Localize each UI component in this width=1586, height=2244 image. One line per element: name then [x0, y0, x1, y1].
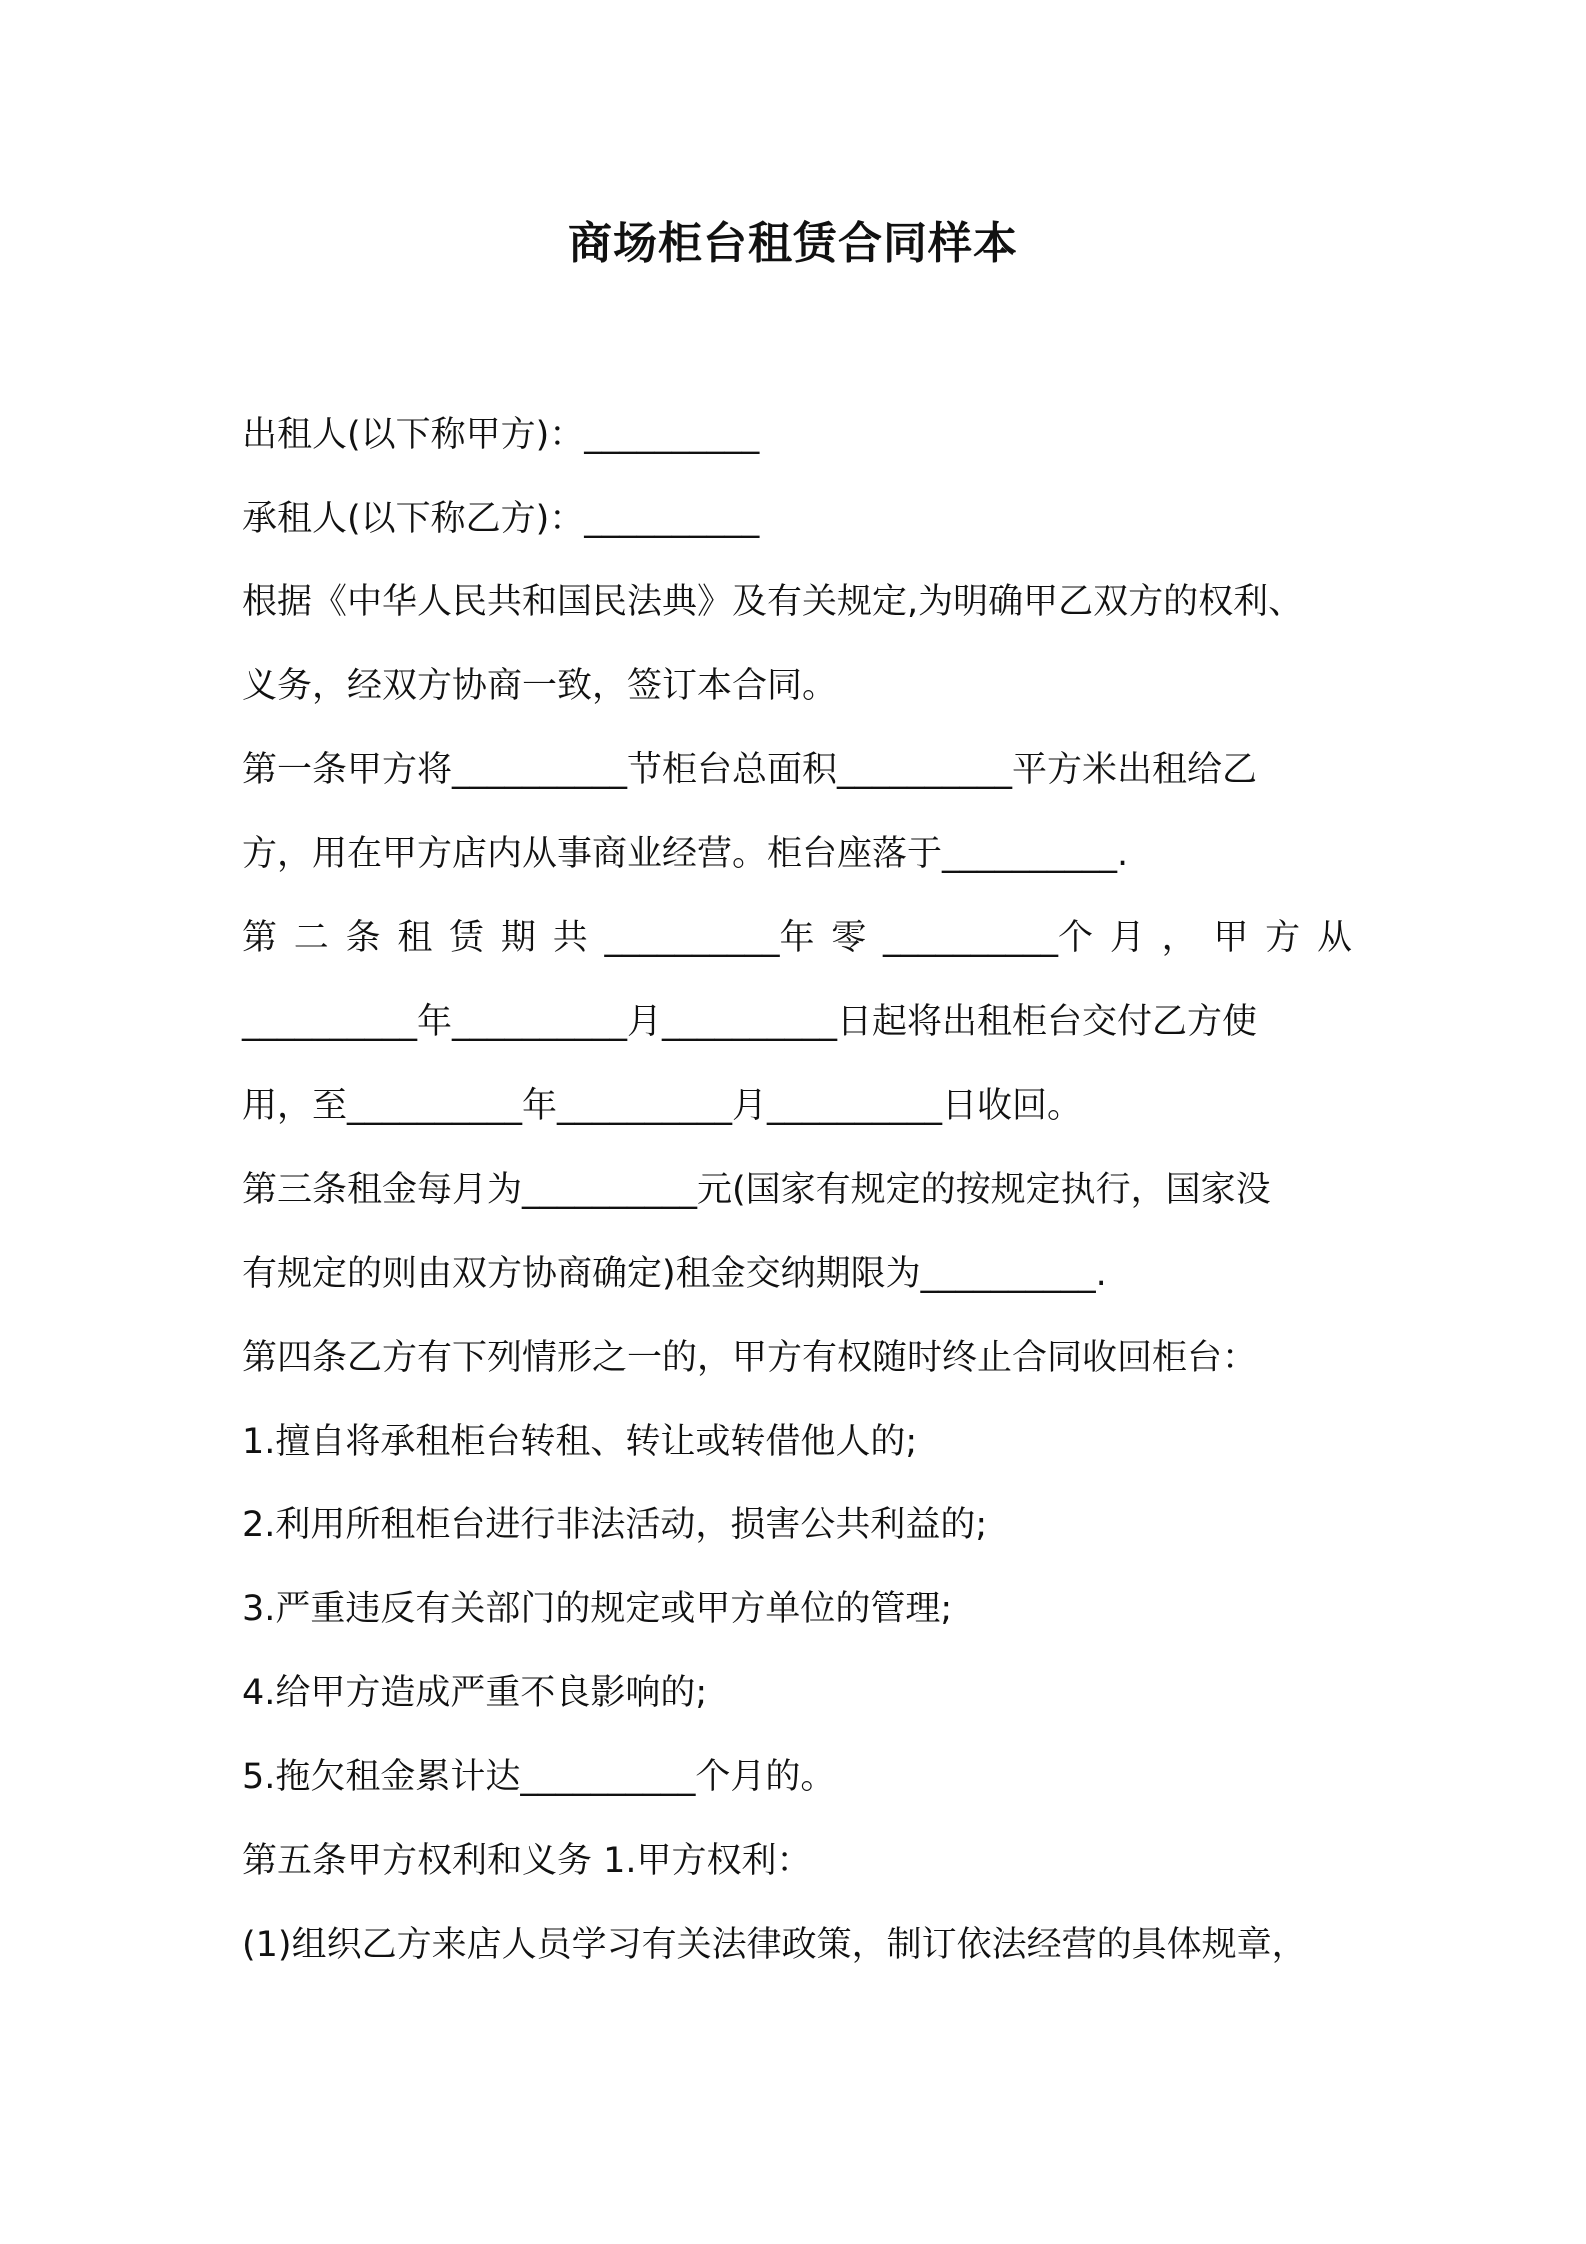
- article-2-part: 甲: [1213, 918, 1249, 958]
- article-1-line-2: 方，用在甲方店内从事商业经营。柜台座落于__________.: [242, 834, 1129, 874]
- article-2-part: 第: [242, 918, 278, 958]
- article-5-item-1: (1)组织乙方来店人员学习有关法律政策，制订依法经营的具体规章，: [242, 1925, 1307, 1965]
- lessor-line: 出租人(以下称甲方)：__________: [242, 415, 760, 455]
- article-2-part: 二: [293, 918, 329, 958]
- article-4-item-1: 1.擅自将承租柜台转租、转让或转借他人的;: [242, 1422, 918, 1462]
- article-3-line-1: 第三条租金每月为__________元(国家有规定的按规定执行，国家没: [242, 1170, 1271, 1210]
- article-4-item-4: 4.给甲方造成严重不良影响的;: [242, 1673, 708, 1713]
- page-title: 商场柜台租赁合同样本: [568, 218, 1018, 269]
- article-4-item-3: 3.严重违反有关部门的规定或甲方单位的管理;: [242, 1589, 953, 1629]
- article-2-part: __________年: [604, 918, 815, 958]
- article-2-line-3: 用，至__________年__________月__________日收回。: [242, 1086, 1083, 1126]
- article-2-part: 共: [552, 918, 588, 958]
- article-2-part: 方: [1265, 918, 1301, 958]
- article-4-item-2: 2.利用所租柜台进行非法活动，损害公共利益的;: [242, 1505, 988, 1545]
- article-4-item-5: 5.拖欠租金累计达__________个月的。: [242, 1757, 836, 1797]
- article-2-part: 租: [397, 918, 433, 958]
- intro-line-1: 根据《中华人民共和国民法典》及有关规定,为明确甲乙双方的权利、: [242, 582, 1304, 622]
- article-2-line-1: [242, 913, 1352, 963]
- article-2-part: 零: [831, 918, 867, 958]
- article-2-line-2: __________年__________月__________日起将出租柜台交付乙方使: [242, 1002, 1258, 1042]
- article-2-part: 从: [1316, 918, 1352, 958]
- article-2-part: 期: [500, 918, 536, 958]
- article-3-line-2: 有规定的则由双方协商确定)租金交纳期限为__________.: [242, 1254, 1107, 1294]
- lessee-line: 承租人(以下称乙方)：__________: [242, 499, 760, 539]
- article-4-heading: 第四条乙方有下列情形之一的，甲方有权随时终止合同收回柜台：: [242, 1338, 1258, 1378]
- article-2-part: 条: [345, 918, 381, 958]
- intro-line-2: 义务，经双方协商一致，签订本合同。: [242, 666, 838, 706]
- article-5-heading: 第五条甲方权利和义务 1.甲方权利：: [242, 1841, 812, 1881]
- article-1-line-1: 第一条甲方将__________节柜台总面积__________平方米出租给乙: [242, 750, 1258, 790]
- article-2-part: 赁: [449, 918, 485, 958]
- article-2-part: 月: [1109, 918, 1145, 958]
- article-2-part: ，: [1161, 918, 1197, 958]
- article-2-part: __________个: [883, 918, 1094, 958]
